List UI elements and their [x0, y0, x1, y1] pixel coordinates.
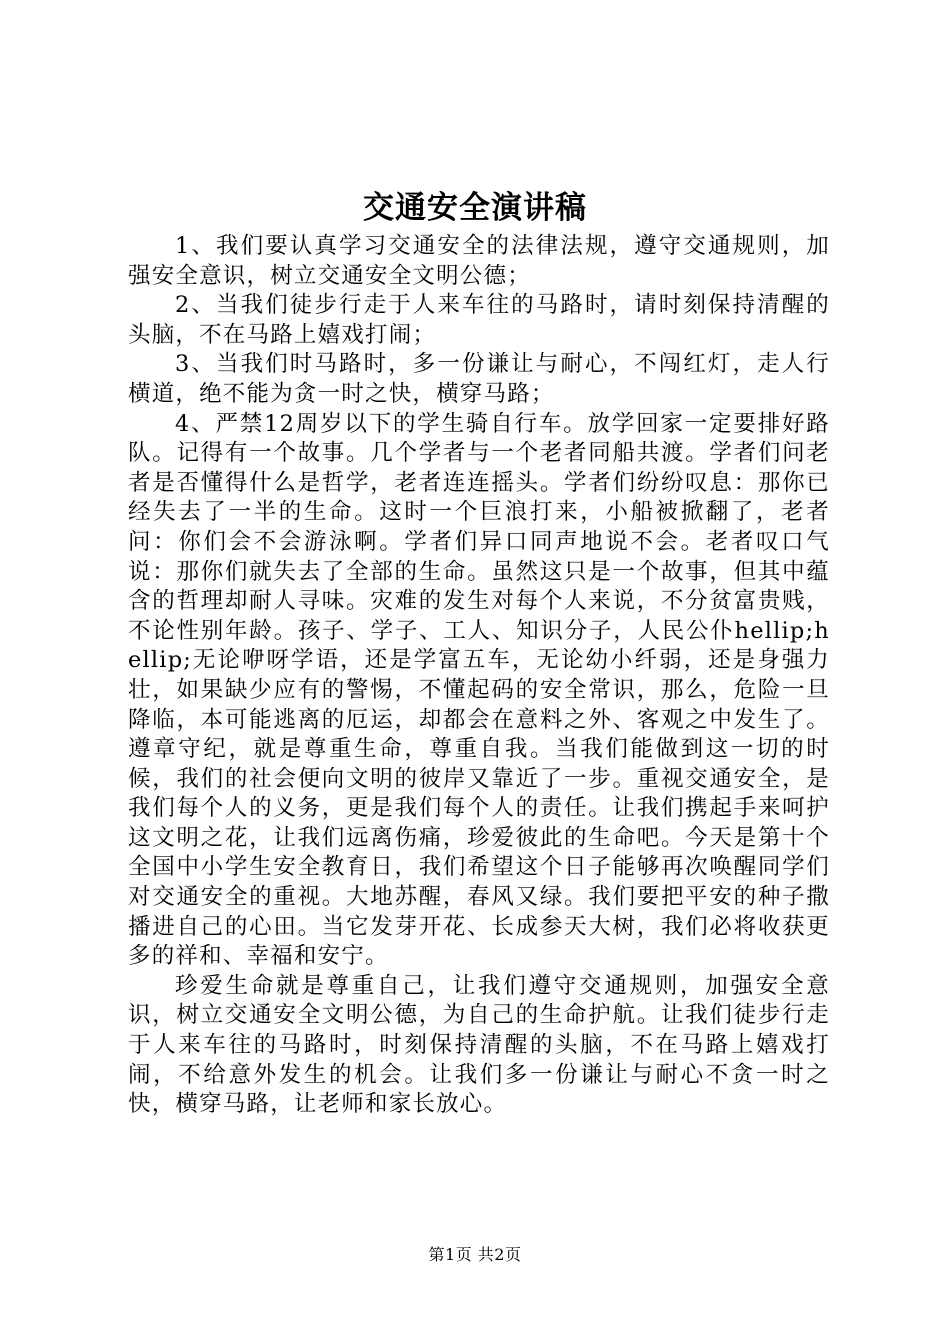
page-footer: 第1页 共2页 [428, 1245, 522, 1264]
paragraph-3: 3、当我们时马路时，多一份谦让与耐心，不闯红灯，走人行横道，绝不能为贪一时之快，横穿马路； [128, 351, 830, 407]
document-title: 交通安全演讲稿 [363, 190, 587, 226]
paragraph-4: 4、严禁12周岁以下的学生骑自行车。放学回家一定要排好路队。记得有一个故事。几个学者与一个老者同船共渡。学者们问老者是否懂得什么是哲学，老者连连摇头。学者们纷纷叹息：那你已经失去了一半的生命。这时一个巨浪打来，小船被掀翻了，老者问：你们会不会游泳啊。学者们异口同声地说不会。老者叹口气说：那你们就失去了全部的生命。虽然这只是一个故事，但其中蕴含的哲理却耐人寻味。灾难的发生对每个人来说，不分贫富贵贱，不论性别年龄。孩子、学子、工人、知识分子，人民公仆hellip;hellip;无论咿呀学语，还是学富五车，无论幼小纤弱，还是身强力壮，如果缺少应有的警惕，不懂起码的安全常识，那么，危险一旦降临，本可能逃离的厄运，却都会在意料之外、客观之中发生了。遵章守纪，就是尊重生命，尊重自我。当我们能做到这一切的时候，我们的社会便向文明的彼岸又靠近了一步。重视交通安全，是我们每个人的义务，更是我们每个人的责任。让我们携起手来呵护这文明之花，让我们远离伤痛，珍爱彼此的生命吧。今天是第十个全国中小学生安全教育日，我们希望这个日子能够再次唤醒同学们对交通安全的重视。大地苏醒，春风又绿。我们要把平安的种子撒播进自己的心田。当它发芽开花、长成参天大树，我们必将收获更多的祥和、幸福和安宁。 [128, 410, 830, 970]
paragraph-5: 珍爱生命就是尊重自己，让我们遵守交通规则，加强安全意识，树立交通安全文明公德，为自己的生命护航。让我们徒步行走于人来车往的马路时，时刻保持清醒的头脑，不在马路上嬉戏打闹，不给意外发生的机会。让我们多一份谦让与耐心不贪一时之快，横穿马路，让老师和家长放心。 [128, 972, 830, 1118]
paragraph-1: 1、我们要认真学习交通安全的法律法规，遵守交通规则，加强安全意识，树立交通安全文明公德； [128, 233, 830, 289]
document-body [128, 232, 830, 1120]
paragraph-2: 2、当我们徒步行走于人来车往的马路时，请时刻保持清醒的头脑，不在马路上嬉戏打闹； [128, 292, 830, 348]
